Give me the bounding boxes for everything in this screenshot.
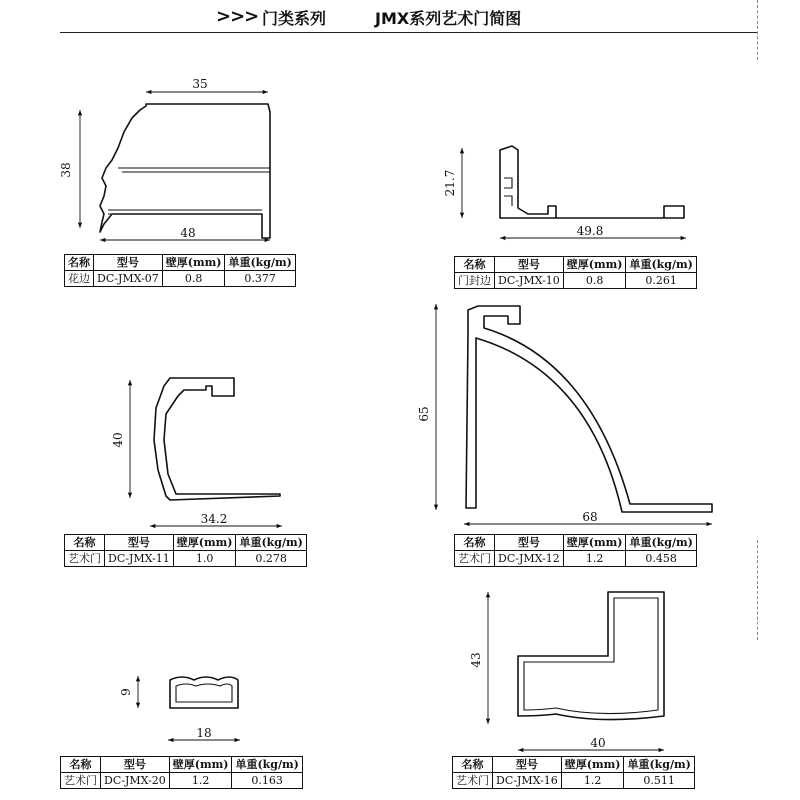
cell-weight: 0.278 [236,551,306,567]
header-category: 门类系列 [262,9,327,28]
table-header-row [455,535,697,551]
col-header-name: 名称 [61,757,101,773]
table-row [65,551,307,567]
profile-jmx07-inner [108,168,270,214]
cell-name: 门封边 [455,273,495,289]
cell-model: DC-JMX-11 [105,551,174,567]
cell-thickness: 1.2 [563,551,626,567]
cell-name: 艺术门 [455,551,495,567]
jmx20-dim-bottom: 18 [196,726,212,740]
col-header-model: 型号 [101,757,170,773]
jmx07-dim-height: 38 [59,162,73,178]
page-title: JMX系列艺术门简图 [375,9,522,28]
table-row [61,773,303,789]
cell-thickness: 1.2 [561,773,624,789]
cell-weight: 0.511 [624,773,694,789]
cell-weight: 0.458 [626,551,696,567]
table-row [455,273,697,289]
cell-thickness: 0.8 [162,271,225,287]
jmx12-dim-bottom: 68 [582,510,598,524]
col-header-model: 型号 [105,535,174,551]
cell-name: 艺术门 [65,551,105,567]
jmx10-dim-height: 21.7 [443,169,457,197]
cell-model: DC-JMX-12 [495,551,564,567]
cell-weight: 0.261 [626,273,696,289]
col-header-name: 名称 [453,757,493,773]
cell-thickness: 1.0 [173,551,236,567]
table-row [455,551,697,567]
profile-jmx10-outline [500,146,684,218]
profile-jmx20-drawing [119,676,240,740]
cell-name: 艺术门 [453,773,493,789]
col-header-weight: 单重(kg/m) [225,255,295,271]
table-row [453,773,695,789]
jmx07-dim-bottom: 48 [180,226,196,240]
cell-weight: 0.163 [232,773,302,789]
col-header-thickness: 壁厚(mm) [561,757,624,773]
col-header-thickness: 壁厚(mm) [173,535,236,551]
col-header-model: 型号 [495,535,564,551]
cell-model: DC-JMX-10 [495,273,564,289]
cell-model: DC-JMX-07 [94,271,163,287]
col-header-thickness: 壁厚(mm) [169,757,232,773]
table-row [65,271,296,287]
col-header-weight: 单重(kg/m) [626,535,696,551]
profile-jmx07-outline [100,104,270,238]
col-header-thickness: 壁厚(mm) [563,257,626,273]
cell-weight: 0.377 [225,271,295,287]
spec-table-jmx12 [454,534,697,567]
profile-jmx16-drawing [469,592,664,750]
col-header-thickness: 壁厚(mm) [162,255,225,271]
header-arrows: >>> [216,6,259,27]
spec-table-jmx20 [60,756,303,789]
jmx16-dim-bottom: 40 [590,736,606,750]
jmx20-dim-height: 9 [119,688,133,696]
cell-model: DC-JMX-16 [493,773,562,789]
col-header-name: 名称 [455,257,495,273]
spec-table-jmx10 [454,256,697,289]
profile-jmx20-outline [170,677,238,708]
profile-jmx12-drawing [417,304,712,524]
col-header-name: 名称 [65,255,94,271]
jmx11-dim-bottom: 34.2 [200,512,228,526]
profile-jmx07-drawing [59,77,270,240]
profile-jmx12-outline [466,306,712,512]
col-header-name: 名称 [65,535,105,551]
jmx16-dim-height: 43 [469,652,483,668]
profile-jmx20-inner [176,684,232,702]
col-header-model: 型号 [495,257,564,273]
col-header-model: 型号 [493,757,562,773]
table-header-row [455,257,697,273]
table-header-row [453,757,695,773]
table-header-row [61,757,303,773]
jmx10-dim-bottom: 49.8 [576,224,604,238]
col-header-weight: 单重(kg/m) [624,757,694,773]
col-header-weight: 单重(kg/m) [236,535,306,551]
cell-name: 花边 [65,271,94,287]
col-header-thickness: 壁厚(mm) [563,535,626,551]
spec-table-jmx07 [64,254,296,287]
col-header-name: 名称 [455,535,495,551]
cell-name: 艺术门 [61,773,101,789]
jmx12-dim-height: 65 [417,406,431,422]
jmx07-dim-top: 35 [192,77,208,91]
spec-table-jmx11 [64,534,307,567]
cell-model: DC-JMX-20 [101,773,170,789]
cell-thickness: 1.2 [169,773,232,789]
spec-table-jmx16 [452,756,695,789]
profile-jmx11-outline [154,378,280,500]
profile-jmx10-drawing [443,146,686,238]
profile-jmx10-inner [504,178,512,206]
cell-thickness: 0.8 [563,273,626,289]
col-header-weight: 单重(kg/m) [626,257,696,273]
jmx11-dim-height: 40 [111,432,125,448]
table-header-row [65,255,296,271]
col-header-weight: 单重(kg/m) [232,757,302,773]
profile-jmx16-outline [518,592,664,720]
profile-jmx11-drawing [111,378,282,526]
col-header-model: 型号 [94,255,163,271]
table-header-row [65,535,307,551]
